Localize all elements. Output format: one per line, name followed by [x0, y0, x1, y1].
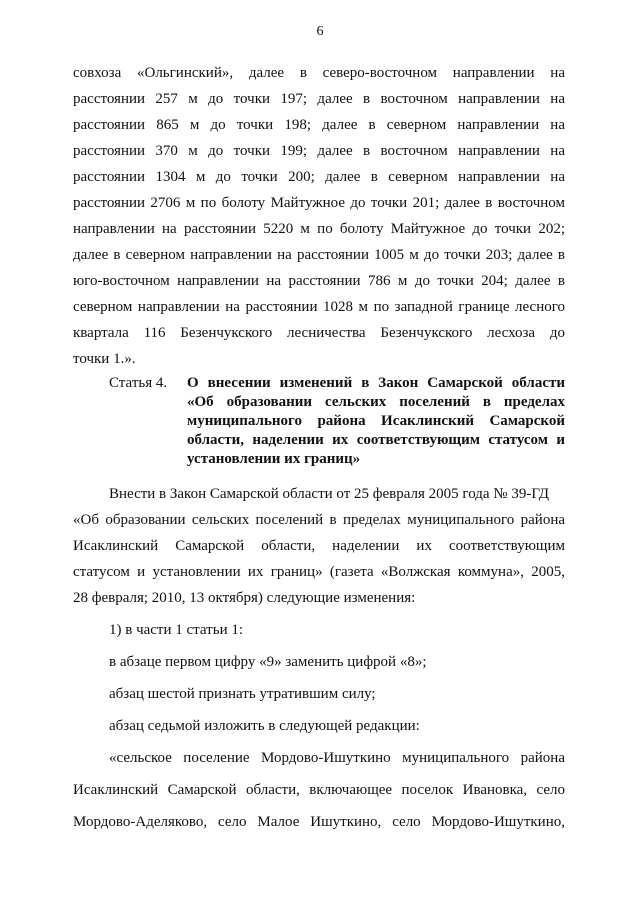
- paragraph-boundary-description: [73, 60, 565, 372]
- text-line: расстоянии 257 м до точки 197; далее в восточном направлении на: [73, 91, 565, 107]
- article-title-line: муниципального района Исаклинский Самарской: [187, 413, 565, 429]
- text-line: Мордово-Аделяково, село Малое Ишуткино, село Мордово-Ишуткино,: [73, 814, 565, 830]
- paragraph-new-wording: [73, 745, 565, 835]
- text-line: статусом и установлении их границ» (газета «Волжская коммуна», 2005,: [73, 564, 565, 580]
- article-title-line: области, наделении их соответствующим статусом и: [187, 432, 565, 448]
- paragraph-amendment-intro: [73, 481, 565, 611]
- text-line: расстоянии 2706 м по болоту Майтужное до точки 201; далее в восточном: [73, 195, 565, 211]
- list-item: 1) в части 1 статьи 1:: [109, 622, 244, 638]
- text-line: далее в северном направлении на расстоянии 1005 м до точки 203; далее в: [73, 247, 565, 263]
- text-line: Исаклинский Самарской области, включающее поселок Ивановка, село: [73, 782, 565, 798]
- article-title-line: О внесении изменений в Закон Самарской области: [187, 375, 565, 391]
- text-line: совхоза «Ольгинский», далее в северо-восточном направлении на: [73, 65, 565, 81]
- text-line: расстоянии 370 м до точки 199; далее в восточном направлении на: [73, 143, 565, 159]
- list-item: абзац седьмой изложить в следующей редакции:: [109, 718, 420, 734]
- text-line: направлении на расстоянии 5220 м по болоту Майтужное до точки 202;: [73, 221, 565, 237]
- text-line: квартала 116 Безенчукского лесничества Безенчукского лесхоза до: [73, 325, 565, 341]
- text-line: «сельское поселение Мордово-Ишуткино муниципального района: [109, 750, 565, 766]
- text-line: Исаклинский Самарской области, наделении их соответствующим: [73, 538, 565, 554]
- article-title-line: установлении их границ»: [187, 451, 361, 467]
- text-line: Внести в Закон Самарской области от 25 февраля 2005 года № 39-ГД: [109, 486, 549, 502]
- article-title-line: «Об образовании сельских поселений в пределах: [187, 394, 565, 410]
- text-line: расстоянии 1304 м до точки 200; далее в северном направлении на: [73, 169, 565, 185]
- text-line: 28 февраля; 2010, 13 октября) следующие изменения:: [73, 590, 416, 606]
- text-line: юго-восточном направлении на расстоянии 786 м до точки 204; далее в: [73, 273, 565, 289]
- list-item: в абзаце первом цифру «9» заменить цифрой «8»;: [109, 654, 427, 670]
- page-number: 6: [316, 24, 324, 39]
- text-line: «Об образовании сельских поселений в пределах муниципального района: [73, 512, 565, 528]
- text-line: расстоянии 865 м до точки 198; далее в северном направлении на: [73, 117, 565, 133]
- list-item: абзац шестой признать утратившим силу;: [109, 686, 376, 702]
- article-heading: [73, 374, 565, 469]
- amendment-items: [73, 617, 565, 739]
- document-body: [73, 60, 565, 835]
- text-line: северном направлении на расстоянии 1028 м по западной границе лесного: [73, 299, 565, 315]
- article-title: [187, 374, 565, 469]
- article-label: Статья 4.: [109, 375, 168, 391]
- text-line: точки 1.».: [73, 351, 136, 367]
